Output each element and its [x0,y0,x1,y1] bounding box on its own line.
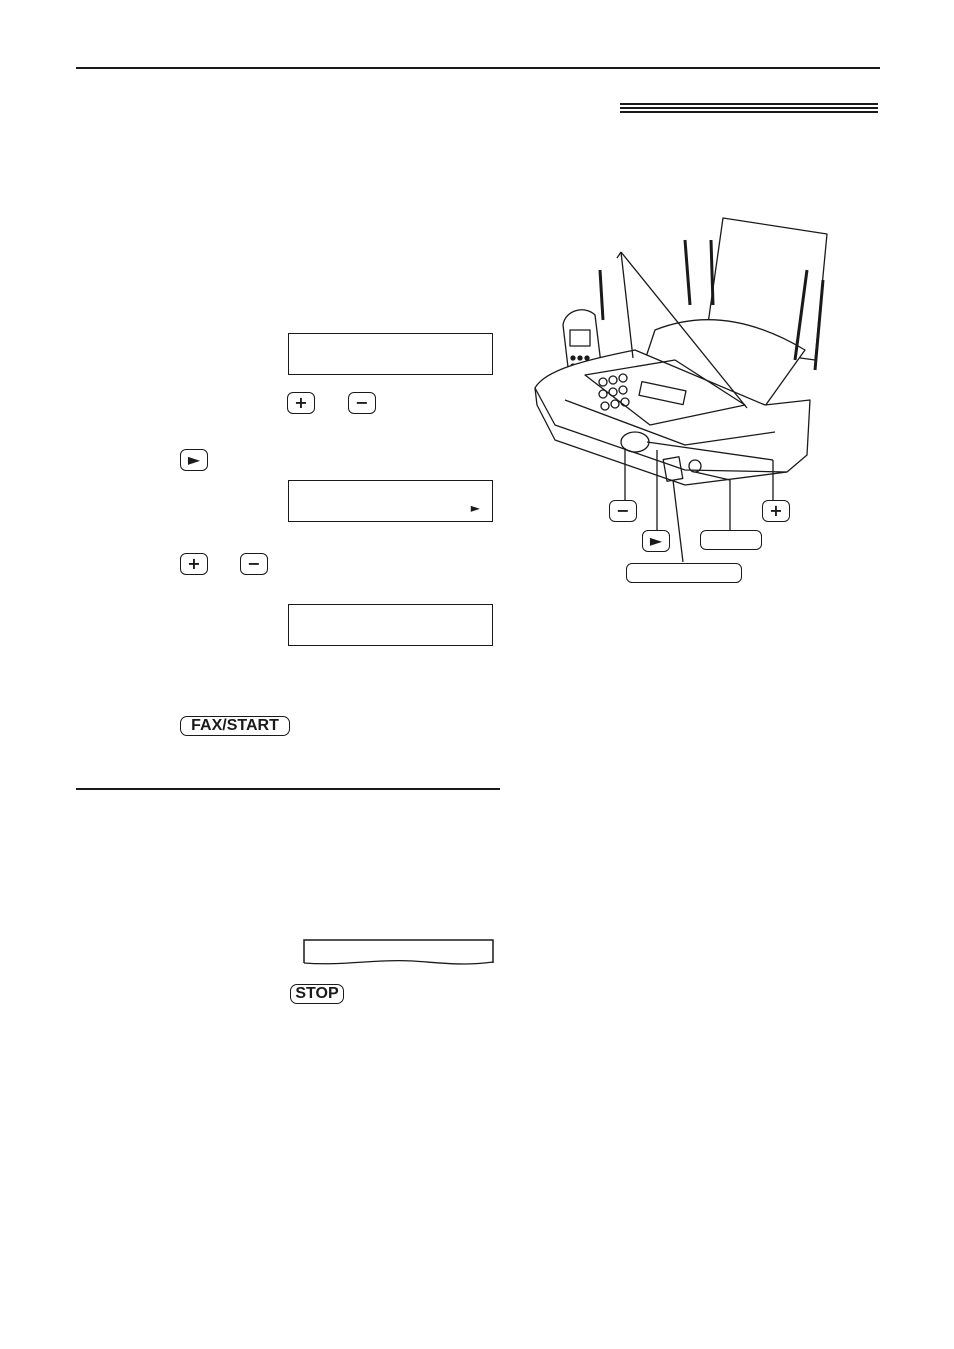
lcd-arrow-icon: ► [470,501,480,515]
fax-machine-illustration [525,210,835,600]
torn-lcd-display [303,939,495,967]
plus-key[interactable] [287,392,315,414]
lcd-display-2 [288,480,493,522]
plus-icon: + [294,393,308,412]
callout-blank-small [700,530,762,550]
minus-icon: − [355,393,369,412]
plus-icon: + [187,554,201,573]
section-divider [76,788,500,790]
callout-play-key [642,530,670,552]
minus-icon: − [247,554,261,573]
play-key[interactable] [180,449,208,471]
callout-plus-key [762,500,790,522]
plus-key-2[interactable] [180,553,208,575]
minus-key[interactable] [348,392,376,414]
stop-key[interactable]: STOP [290,984,344,1004]
lcd-display-3 [288,604,493,646]
play-icon: ► [649,531,663,550]
minus-icon: − [616,501,630,520]
callout-minus-key [609,500,637,522]
callout-blank-wide [626,563,742,583]
header-rule [76,67,880,69]
play-icon: ► [187,450,201,469]
minus-key-2[interactable] [240,553,268,575]
fax-start-key[interactable]: FAX/START [180,716,290,736]
section-heading-bars [620,103,878,117]
lcd-display-1 [288,333,493,375]
plus-icon: + [769,501,783,520]
